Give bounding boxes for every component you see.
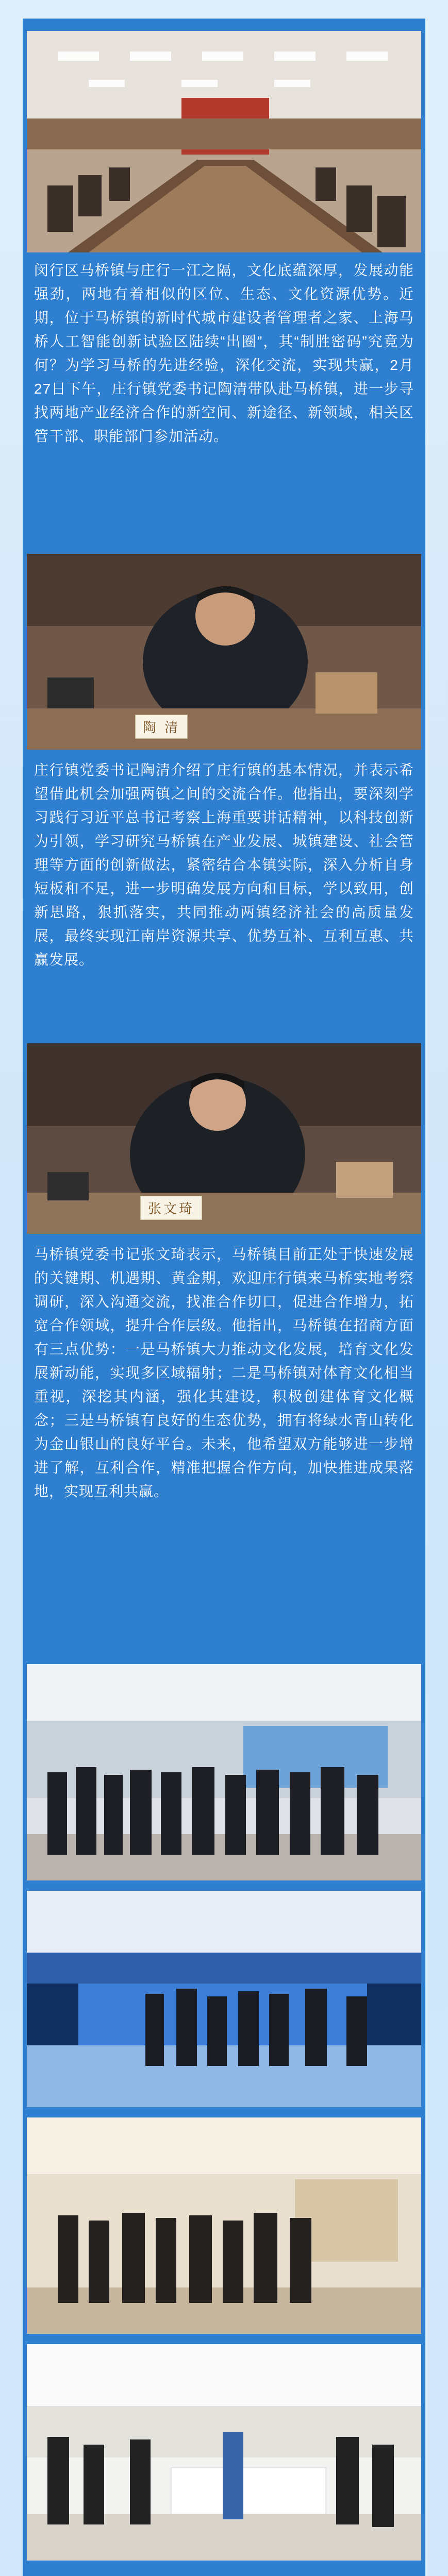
photo-party-secretary-tao: [27, 554, 421, 750]
paragraph-zhang-remarks: 马桥镇党委书记张文琦表示，马桥镇目前正处于快速发展的关键期、机遇期、黄金期，欢迎庄行镇来马桥实地考察调研，深入沟通交流，找准合作切口，促进合作增力，拓宽合作领域，提升合作层级。他指出，马桥镇在招商方面有三点优势：一是马桥镇大力推动文化发展，培育文化发展新动能，实现多区域辐射；二是马桥镇对体育文化相当重视，深挖其内涵，强化其建设，积极创建体育文化概念；三是马桥镇有良好的生态优势，拥有将绿水青山转化为金山银山的良好平台。未来，他希望双方能够进一步增进了解，互利合作，精准把握合作方向，加快推进成果落地，实现互利共赢。: [34, 1246, 414, 1499]
photo-party-secretary-zhang-main: [27, 1043, 421, 1234]
nameplate-zhang: 张文琦: [140, 1196, 202, 1220]
photo-ai-exhibition-hall: [27, 1891, 421, 2107]
photo-group-visit-1: [27, 1664, 421, 1880]
paragraph-tao-remarks: 庄行镇党委书记陶清介绍了庄行镇的基本情况，并表示希望借此机会加强两镇之间的交流合作。他指出，要深刻学习践行习近平总书记考察上海重要讲话精神，以科技创新为引领，学习研究马桥镇在产业发展、城镇建设、社会管理等方面的创新做法，紧密结合本镇实际，深入分析自身短板和不足，进一步明确发展方向和目标，学以致用，创新思路，狠抓落实，共同推动两镇经济社会的高质量发展，最终实现江南岸资源共享、优势互补、互利互惠、共赢发展。: [34, 762, 414, 968]
paragraph-site-visit: [27, 2566, 421, 2576]
nameplate-tao: 陶 清: [135, 715, 188, 739]
photo-builders-home: [27, 2344, 421, 2561]
paragraph-intro: 闵行区马桥镇与庄行一江之隔，文化底蕴深厚，发展动能强劲，两地有着相似的区位、生态、文化资源优势。近期，位于马桥镇的新时代城市建设者管理者之家、上海马桥人工智能创新试验区陆续“出圈”，其“制胜密码”究竟为何？为学习马桥的先进经验，深化交流，实现共赢，2月27日下午，庄行镇党委书记陶清带队赴马桥镇，进一步寻找两地产业经济合作的新空间、新途径、新领域，相关区管干部、职能部门参加活动。: [34, 262, 414, 444]
photo-meeting-room: [27, 31, 421, 252]
photo-group-visit-2: [27, 2117, 421, 2334]
